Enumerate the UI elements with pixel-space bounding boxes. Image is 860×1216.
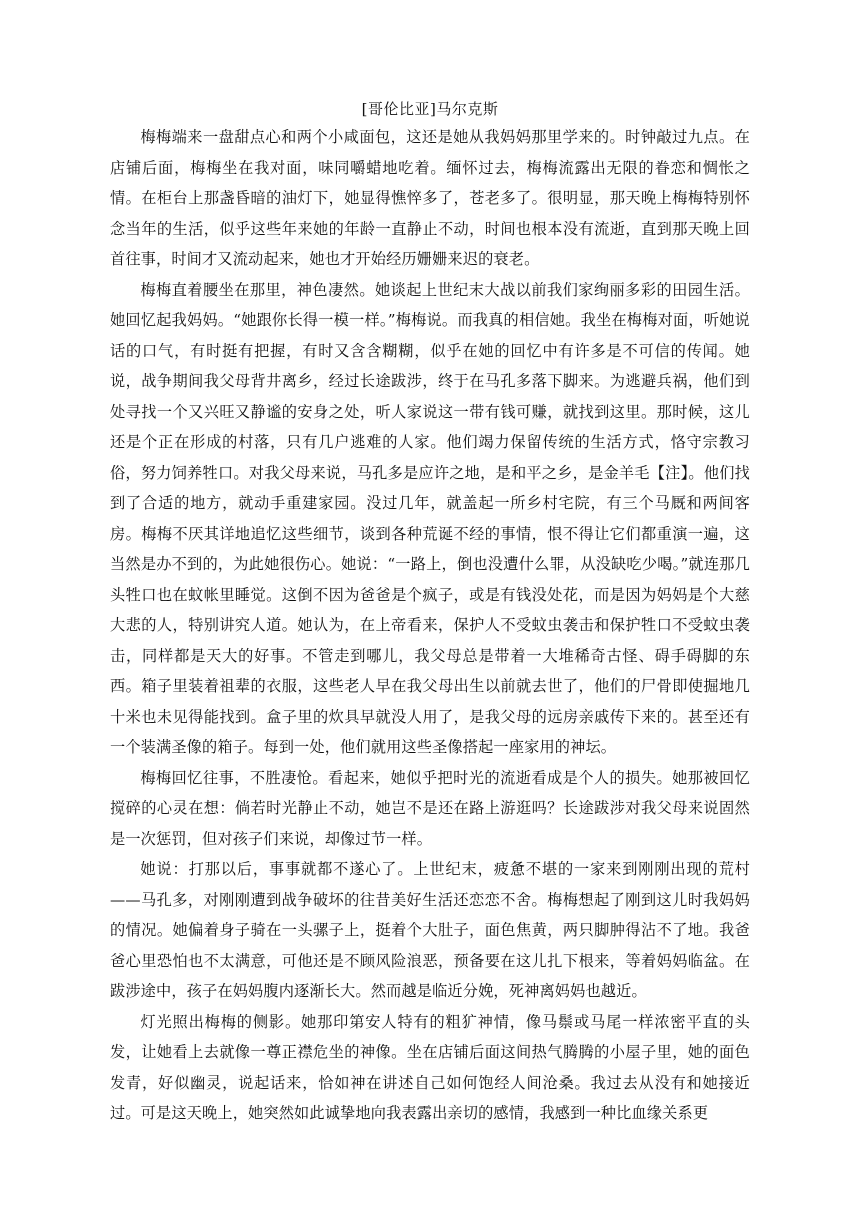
paragraph-2: 梅梅直着腰坐在那里，神色凄然。她谈起上世纪末大战以前我们家绚丽多彩的田园生活。她回忆起我妈妈。“她跟你长得一模一样。”梅梅说。而我真的相信她。我坐在梅梅对面，听她说话的口气，有时挺有把握，有时又含含糊糊，似乎在她的回忆中有许多是不可信的传闻。她说，战争期间我父母背井离乡，经过长途跋涉，终于在马孔多落下脚来。为逃避兵祸，他们到处寻找一个又兴旺又静谧的安身之处，听人家说这一带有钱可赚，就找到这里。那时候，这儿还是个正在形成的村落，只有几户逃难的人家。他们竭力保留传统的生活方式，恪守宗教习俗，努力饲养牲口。对我父母来说，马孔多是应许之地，是和平之乡，是金羊毛【注】。他们找到了合适的地方，就动手重建家园。没过几年，就盖起一所乡村宅院，有三个马厩和两间客房。梅梅不厌其详地追忆这些细节，谈到各种荒诞不经的事情，恨不得让它们都重演一遍，这当然是办不到的，为此她很伤心。她说：“一路上，倒也没遭什么罪，从没缺吃少喝。”就连那几头牲口也在蚊帐里睡觉。这倒不因为爸爸是个疯子，或是有钱没处花，而是因为妈妈是个大慈大悲的人，特别讲究人道。她认为，在上帝看来，保护人不受蚊虫袭击和保护牲口不受蚊虫袭击，同样都是天大的好事。不管走到哪儿，我父母总是带着一大堆稀奇古怪、碍手碍脚的东西。箱子里装着祖辈的衣服，这些老人早在我父母出生以前就去世了，他们的尸骨即使掘地几十米也未见得能找到。盒子里的炊具早就没人用了，是我父母的远房亲戚传下来的。甚至还有一个装满圣像的箱子。每到一处，他们就用这些圣像搭起一座家用的神坛。: [110, 280, 750, 756]
document-page: [110, 96, 750, 1129]
author-line: [哥伦比亚]马尔克斯: [361, 100, 499, 118]
paragraph-1: 梅梅端来一盘甜点心和两个小咸面包，这还是她从我妈妈那里学来的。时钟敲过九点。在店铺后面，梅梅坐在我对面，味同嚼蜡地吃着。缅怀过去，梅梅流露出无限的眷恋和惆怅之情。在柜台上那盏昏暗的油灯下，她显得憔悴多了，苍老多了。很明显，那天晚上梅梅特别怀念当年的生活，似乎这些年来她的年龄一直静止不动，时间也根本没有流逝，直到那天晚上回首往事，时间才又流动起来，她也才开始经历姗姗来迟的衰老。: [110, 128, 750, 268]
paragraph-3: 梅梅回忆往事，不胜凄怆。看起来，她似乎把时光的流逝看成是个人的损失。她那被回忆搅碎的心灵在想：倘若时光静止不动，她岂不是还在路上游逛吗？长途跋涉对我父母来说固然是一次惩罚，但对孩子们来说，却像过节一样。: [110, 768, 750, 848]
paragraph-5: 灯光照出梅梅的侧影。她那印第安人特有的粗犷神情，像马鬃或马尾一样浓密平直的头发，让她看上去就像一尊正襟危坐的神像。坐在店铺后面这间热气腾腾的小屋子里，她的面色发青，好似幽灵，说起话来，恰如神在讲述自己如何饱经人间沧桑。我过去从没有和她接近过。可是这天晚上，她突然如此诚挚地向我表露出亲切的感情，我感到一种比血缘关系更: [110, 1012, 750, 1122]
paragraph-4: 她说：打那以后，事事就都不遂心了。上世纪末，疲惫不堪的一家来到刚刚出现的荒村——马孔多，对刚刚遭到战争破坏的往昔美好生活还恋恋不舍。梅梅想起了刚到这儿时我妈妈的情况。她偏着身子骑在一头骡子上，挺着个大肚子，面色焦黄，两只脚肿得沾不了地。我爸爸心里恐怕也不太满意，可他还是不顾风险浪恶，预备要在这儿扎下根来，等着妈妈临盆。在跋涉途中，孩子在妈妈腹内逐渐长大。然而越是临近分娩，死神离妈妈也越近。: [110, 860, 750, 1000]
